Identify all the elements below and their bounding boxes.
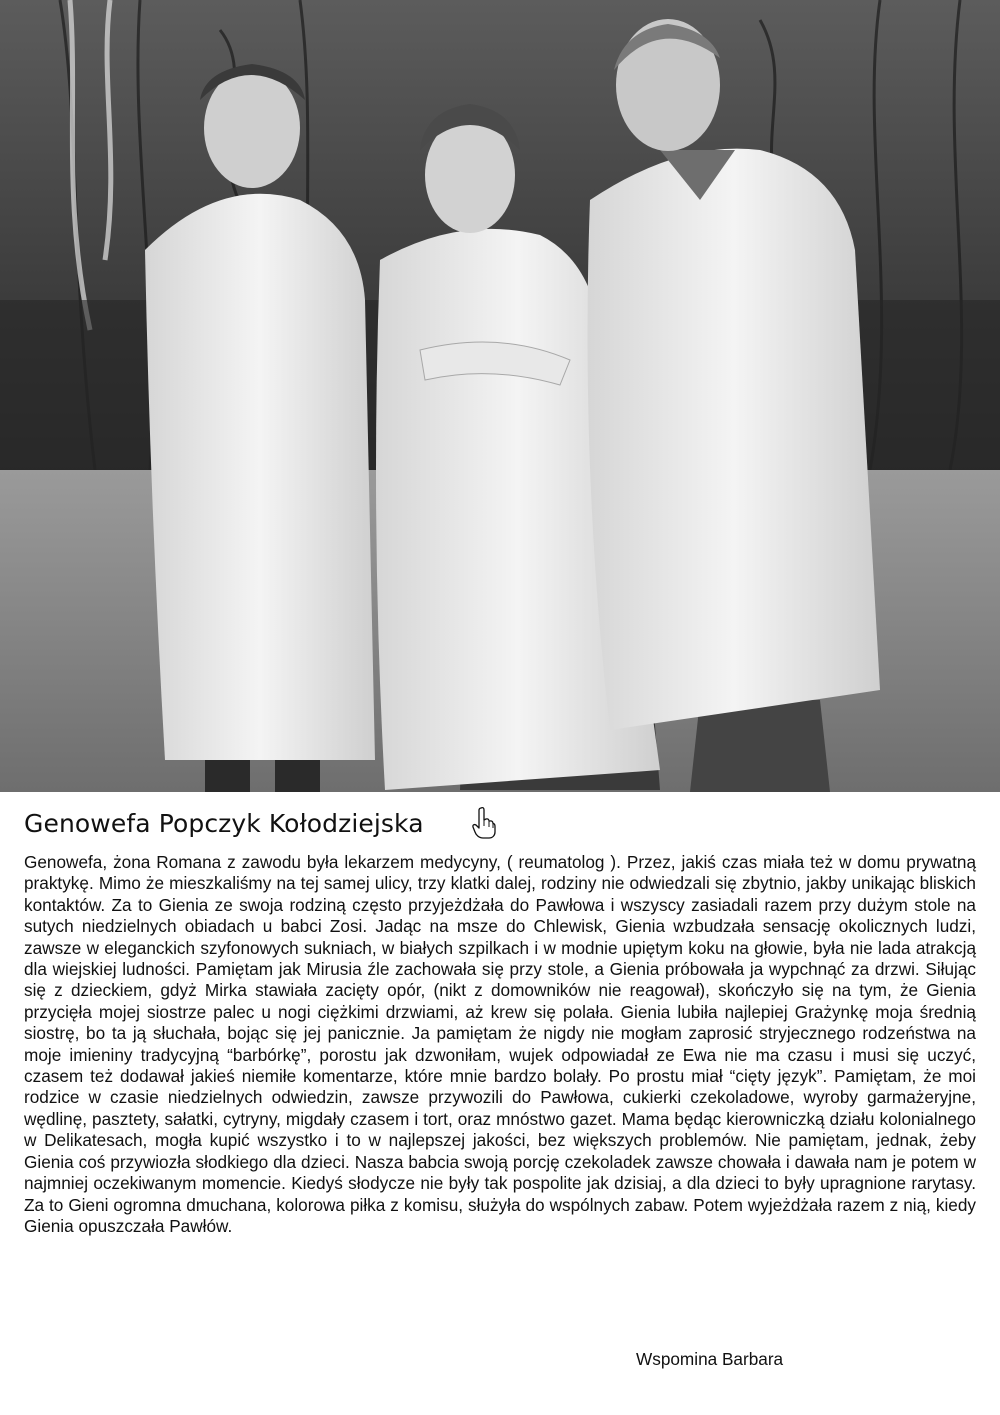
signature: Wspomina Barbara: [636, 1349, 784, 1369]
memoir-text: Genowefa, żona Romana z zawodu była lekarzem medycyny, ( reumatolog ). Przez, jakiś czas miała też w domu prywatną praktykę. Mimo że mieszkaliśmy na tej samej ulicy, trzy klatki dalej, rodziny nie odwiedzali się zbytnio, jakby unikając bliskich kontaktów. Za to Gienia ze swoja rodziną często przyjeżdżała do Pawłowa i wszyscy zasiadali razem przy dużym stole na sutych niedzielnych obiadach u babci Zosi. Jadąc na msze do Chlewisk, Gienia wzbudzała sensację okolicznych ludzi, zawsze w eleganckich szyfonowych sukniach, w białych szpilkach i w modnie upiętym koku na głowie, była nie lada atrakcją dla wiejskiej ludności. Pamiętam jak Mirusia źle zachowała się przy stole, a Gienia próbowała ja wypchnąć za drzwi. Siłując się z dzieckiem, gdyż Mirka stawiała zacięty opór, (nikt z domowników nie reagował), skończyło się na tym, że Gienia przycięła mojej siostrze palec u nogi ciężkimi drzwiami, aż krew się polała. Gienia lubiła najlepiej Grażynkę moja średnią siostrę, bo ta ją słuchała, bojąc się jej panicznie. Ja pamiętam że nigdy nie mogłam zaprosić stryjecznego rodzeństwa na moje imieniny tradycyjną “barbórkę”, porostu jak dzwoniłam, wujek odpowiadał ze Ewa nie ma czasu i musi się uczyć, czasem też dodawał jakieś niemiłe komentarze, które mnie bardzo bolały. Po prostu miał “cięty język”. Pamiętam, że moi rodzice w czasie niedzielnych odwiedzin, zawsze przywozili do Pawłowa, cukierki czekoladowe, wyroby garmażeryjne, wędlinę, pasztety, sałatki, cytryny, migdały czasem i tort, oraz mnóstwo gazet. Mama będąc kierowniczką działu kolonialnego w Delikatesach, mogła kupić wszystko i to w najlepszej jakości, bez większych problemów. Nie pamiętam, jednak, żeby Gienia coś przywiozła słodkiego dla dzieci. Nasza babcia swoją porcję czekoladek zawsze chowała i dawała nam je potem w najmniej oczekiwanym momencie. Kiedyś słodycze nie były tak pospolite jak dzisiaj, a dla dzieci to były upragnione rarytasy. Za to Gieni ogromna dmuchana, kolorowa piłka z komisu, służyła do wspólnych zabaw. Potem wyjeżdżała razem z nią, kiedy Gienia opuszczała Pawłów.: [24, 852, 976, 1236]
pointing-hand-icon: [470, 806, 496, 840]
page-title: Genowefa Popczyk Kołodziejska: [24, 809, 424, 838]
title-row: [24, 806, 974, 842]
